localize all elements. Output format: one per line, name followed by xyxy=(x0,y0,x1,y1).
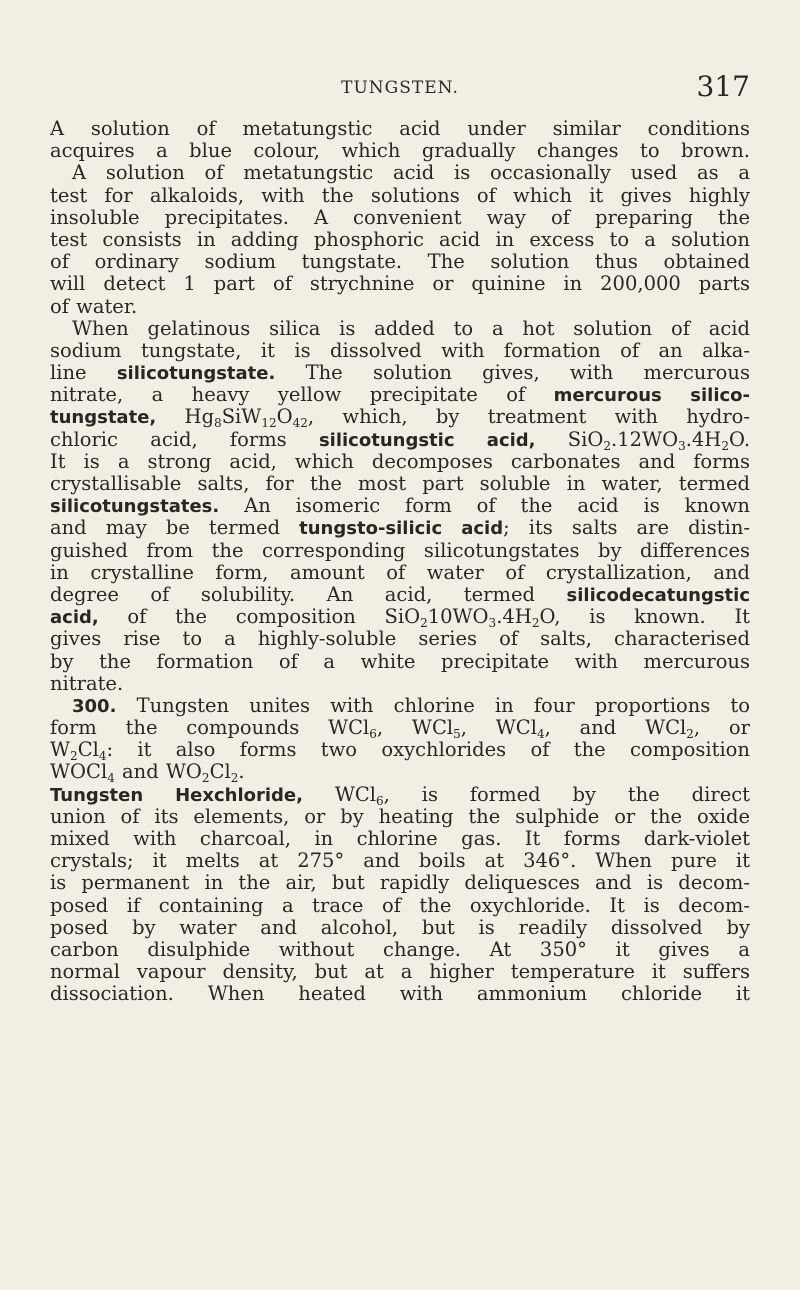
text-line: guished from the corresponding silicotungstates by differences xyxy=(50,539,750,562)
text-span: , is formed by the direct xyxy=(383,783,750,806)
text-line: in crystalline form, amount of water of crystallization, and xyxy=(50,561,750,584)
formula: and WO xyxy=(114,761,202,784)
text-line xyxy=(50,406,750,428)
formula: Cl xyxy=(209,761,231,784)
text-span: degree of solubility. An acid, termed xyxy=(50,583,567,606)
subscript: 3 xyxy=(678,438,686,451)
text-span: and may be termed xyxy=(50,517,300,540)
subscript: 4 xyxy=(98,749,107,762)
subscript: 8 xyxy=(214,416,222,429)
subscript: 2 xyxy=(230,771,239,784)
formula: W xyxy=(50,739,71,762)
formula: 10WO xyxy=(427,606,489,629)
text-line: posed if containing a trace of the oxychloride. It is decom- xyxy=(50,894,750,917)
page-number: 317 xyxy=(696,70,750,103)
subscript: 6 xyxy=(376,793,384,806)
subscript: 2 xyxy=(721,438,729,451)
bold-term: silicotungstate. xyxy=(116,363,276,385)
subscript: 2 xyxy=(70,749,78,762)
formula: Cl xyxy=(77,739,99,762)
bold-term: silicodecatungstic xyxy=(566,584,750,606)
text-line: A solution of metatungstic acid under similar conditions xyxy=(50,118,750,140)
text-line xyxy=(50,695,750,717)
text-span: Tungsten unites with chlorine in four proportions to xyxy=(116,694,750,717)
text-line: When gelatinous silica is added to a hot solution of acid xyxy=(72,317,750,340)
text-line: crystallisable salts, for the most part soluble in water, termed xyxy=(50,473,750,495)
formula: , WCl xyxy=(460,717,537,740)
bold-term: tungsto-silicic acid xyxy=(299,518,504,540)
text-line xyxy=(50,384,750,406)
text-line: normal vapour density, but at a higher temperature it suffers xyxy=(50,961,750,984)
text-span: ; its salts are distin- xyxy=(503,517,750,540)
subscript: 4 xyxy=(536,727,545,740)
text-span: , which, by treatment with hydro- xyxy=(307,406,750,429)
text-line: nitrate. xyxy=(50,672,124,695)
text-line: It is a strong acid, which decomposes carbonates and forms xyxy=(50,450,750,473)
text-line: insoluble precipitates. A convenient way of preparing the xyxy=(50,206,750,229)
subscript: 2 xyxy=(531,616,540,629)
text-line: of ordinary sodium tungstate. The solution thus obtained xyxy=(50,251,750,274)
running-title: TUNGSTEN. xyxy=(341,78,459,98)
formula: .12WO xyxy=(611,428,679,451)
text-line: acquires a blue colour, which gradually changes to brown. xyxy=(50,140,750,163)
text-span: O, is known. It xyxy=(539,606,750,629)
text-line: test for alkaloids, with the solutions of which it gives highly xyxy=(50,184,750,207)
text-line: sodium tungstate, it is dissolved with formation of an alka- xyxy=(50,339,750,362)
formula: O. xyxy=(728,428,750,451)
text-line: is permanent in the air, but rapidly deliquesces and is decom- xyxy=(50,872,750,895)
text-line xyxy=(50,584,750,606)
subscript: 2 xyxy=(686,727,694,740)
text-line xyxy=(50,739,750,761)
text-line: test consists in adding phosphoric acid in excess to a solution xyxy=(50,228,750,251)
text-line: mixed with charcoal, in chlorine gas. It forms dark-violet xyxy=(50,828,750,850)
text-line xyxy=(50,717,750,739)
text-line xyxy=(50,606,750,628)
formula: , and WCl xyxy=(544,717,687,740)
formula: WCl xyxy=(302,783,377,806)
text-line xyxy=(50,761,750,783)
bold-term: acid, xyxy=(50,607,99,629)
formula: .4H xyxy=(496,606,532,629)
text-span: , or xyxy=(693,717,750,740)
text-span: nitrate, a heavy yellow precipitate of xyxy=(50,384,554,407)
text-line xyxy=(50,517,750,539)
subscript: 2 xyxy=(603,438,612,451)
text-line xyxy=(50,495,750,517)
subscript: 4 xyxy=(107,771,115,784)
subscript: 3 xyxy=(488,616,497,629)
formula: WOCl xyxy=(50,761,108,784)
subscript: 6 xyxy=(369,727,377,740)
bold-term: Tungsten Hexchloride, xyxy=(50,784,303,806)
text-line: by the formation of a white precipitate with mercurous xyxy=(50,650,750,673)
bold-term: silicotungstic acid, xyxy=(318,429,536,451)
bold-term: silicotungstates. xyxy=(50,496,220,518)
text-line xyxy=(50,429,750,451)
formula: of the composition SiO xyxy=(98,606,421,629)
page-header xyxy=(50,70,750,110)
formula: SiO xyxy=(535,428,604,451)
text-line: of water. xyxy=(50,295,138,318)
subscript: 5 xyxy=(453,727,461,740)
formula: Hg xyxy=(156,406,215,429)
text-line: dissociation. When heated with ammonium chloride it xyxy=(50,983,750,1006)
subscript: 12 xyxy=(261,416,277,429)
subscript: 2 xyxy=(420,616,428,629)
text-span: line xyxy=(50,362,117,385)
text-line: posed by water and alcohol, but is readily dissolved by xyxy=(50,916,750,939)
text-span: . xyxy=(238,761,245,784)
text-line xyxy=(50,362,750,384)
text-span: An isomeric form of the acid is known xyxy=(219,495,750,518)
subscript: 2 xyxy=(201,771,210,784)
formula: , WCl xyxy=(376,717,454,740)
text-line: union of its elements, or by heating the sulphide or the oxide xyxy=(50,805,750,828)
section-number: 300. xyxy=(72,695,117,717)
text-span: : it also forms two oxychlorides of the composition xyxy=(106,739,750,762)
text-line: carbon disulphide without change. At 350° it gives a xyxy=(50,938,750,961)
formula: .4H xyxy=(685,428,722,451)
formula: form the compounds WCl xyxy=(50,717,370,740)
text-span: chloric acid, forms xyxy=(50,428,319,451)
subscript: 42 xyxy=(292,416,308,429)
text-line: will detect 1 part of strychnine or quinine in 200,000 parts xyxy=(50,273,750,296)
formula: SiW xyxy=(221,406,262,429)
text-line: gives rise to a highly-soluble series of salts, characterised xyxy=(50,628,750,651)
body-text xyxy=(50,118,750,1006)
text-span: The solution gives, with mercurous xyxy=(275,362,750,385)
formula: O xyxy=(276,406,293,429)
text-line: crystals; it melts at 275° and boils at 346°. When pure it xyxy=(50,850,750,873)
bold-term: tungstate, xyxy=(50,407,157,429)
bold-term: mercurous silico- xyxy=(553,385,750,407)
text-line: A solution of metatungstic acid is occasionally used as a xyxy=(72,162,750,185)
text-line xyxy=(50,784,750,806)
